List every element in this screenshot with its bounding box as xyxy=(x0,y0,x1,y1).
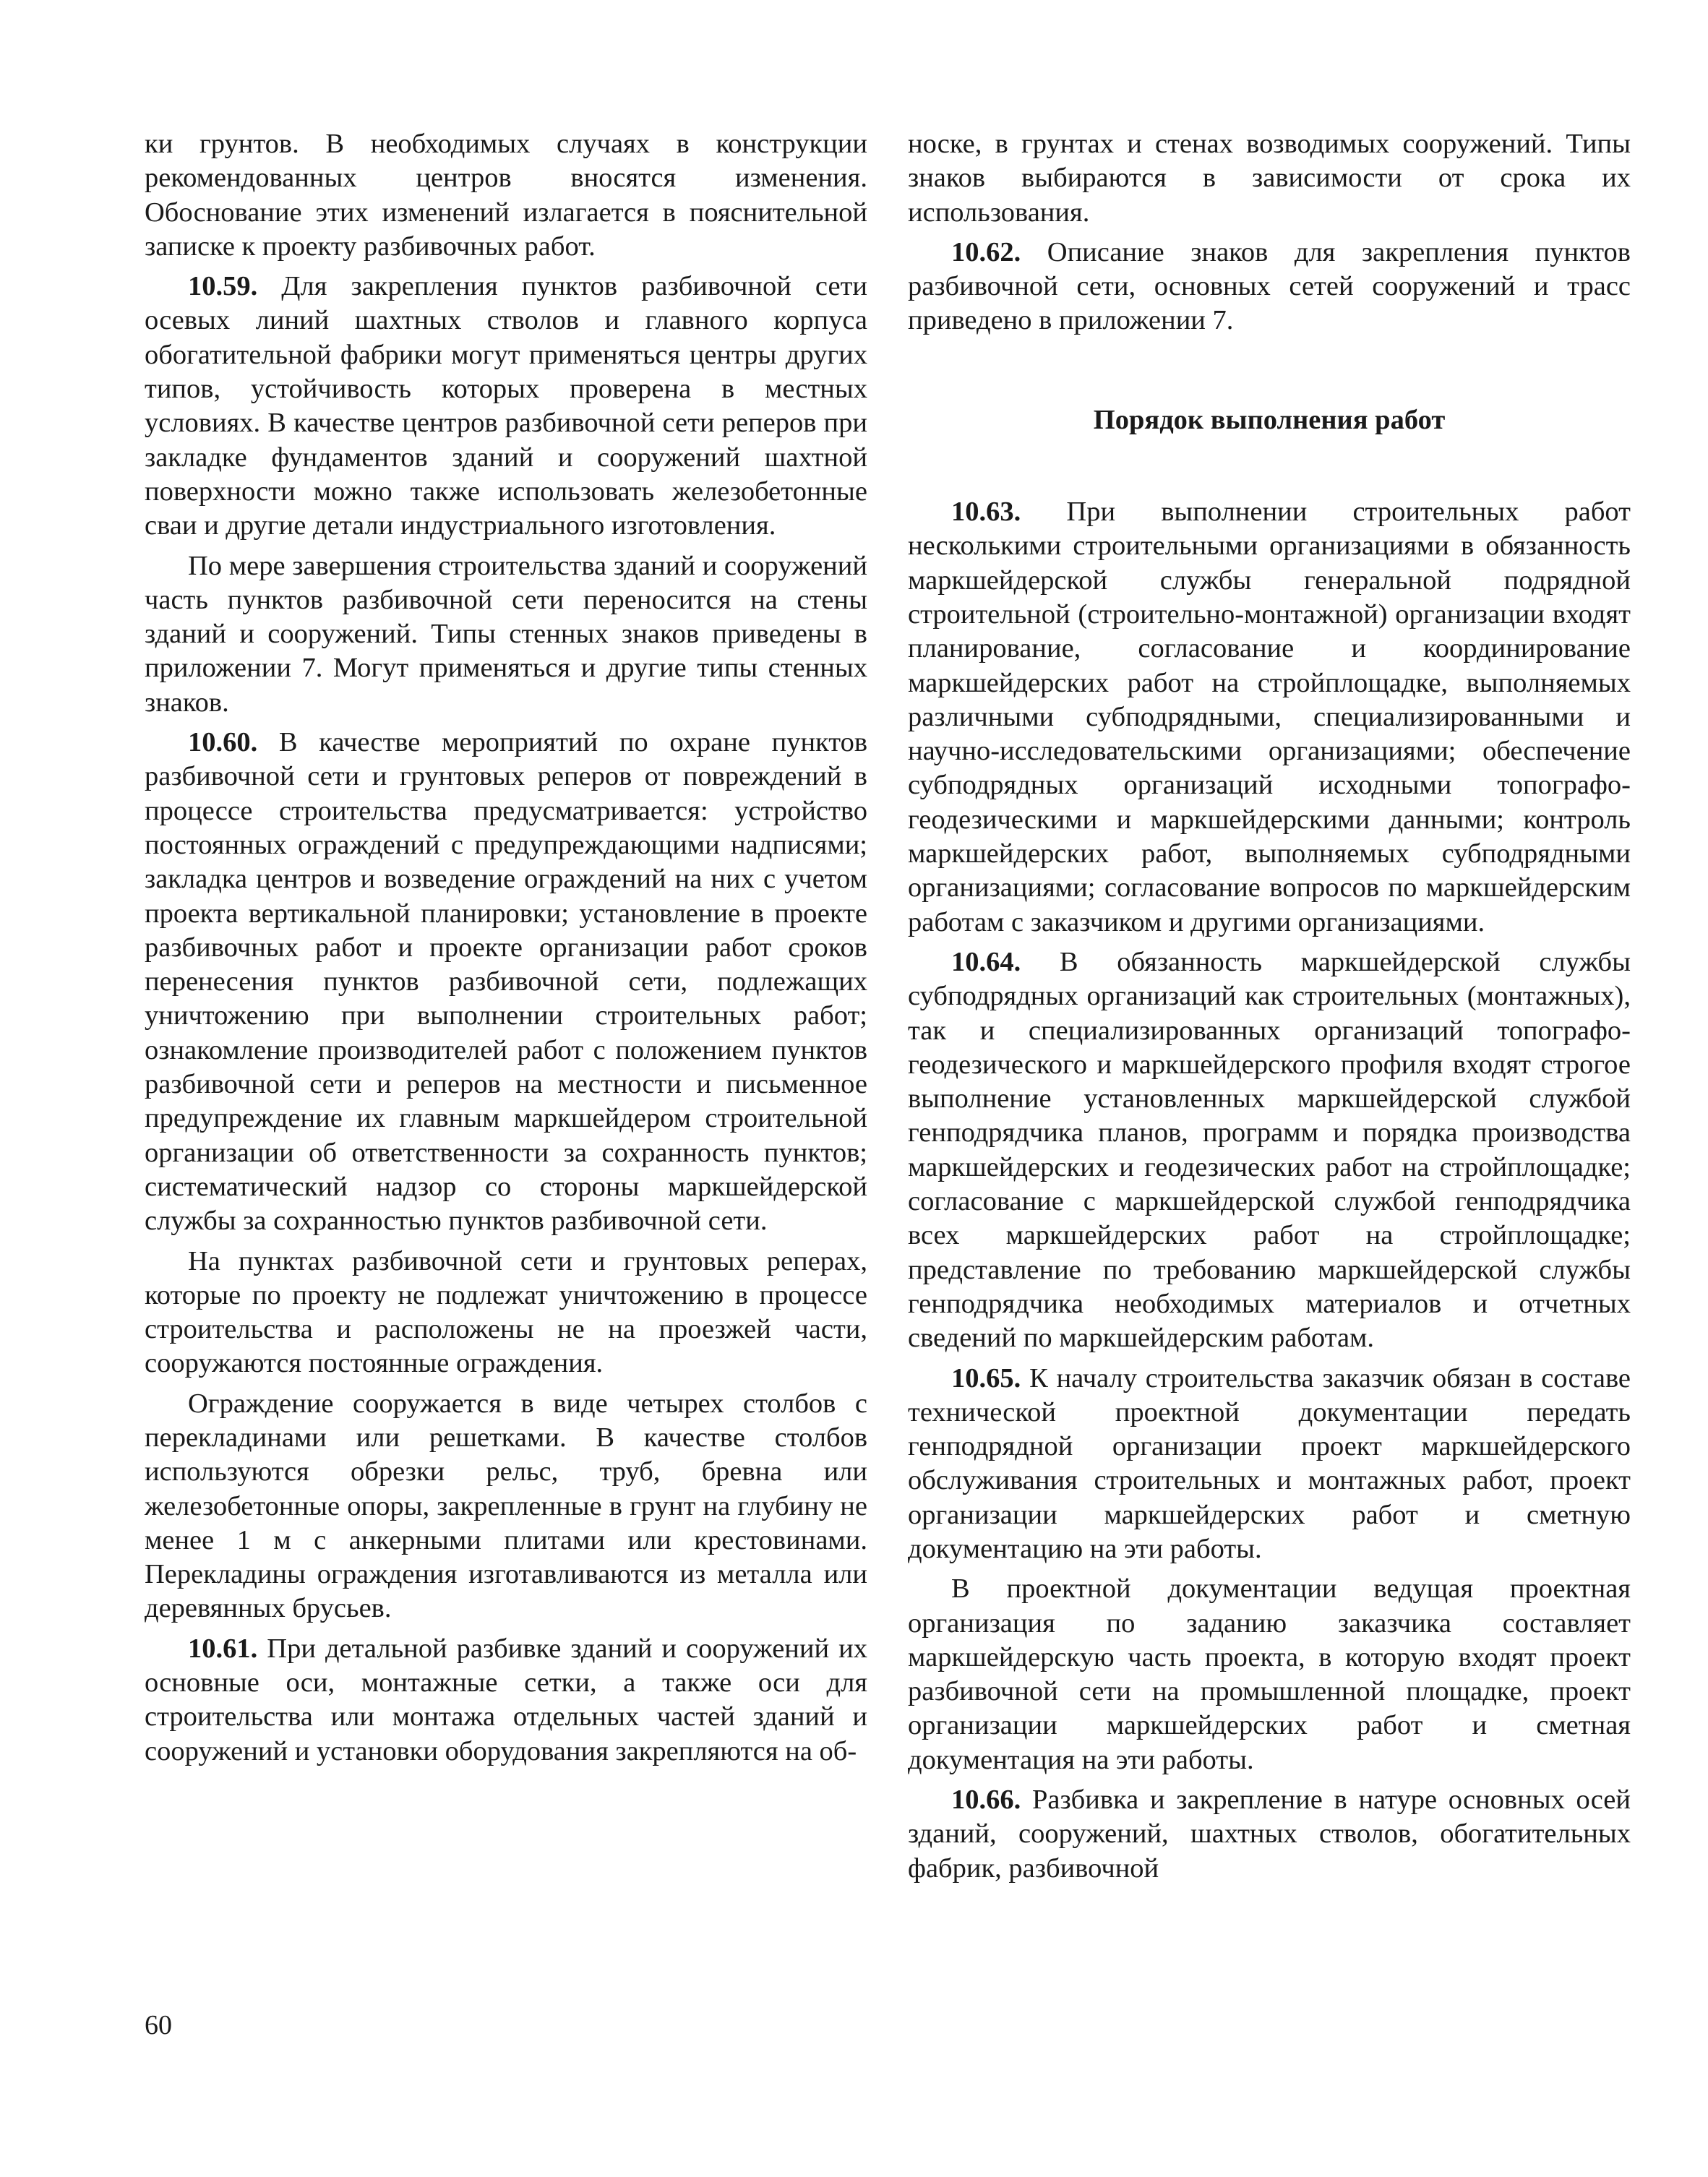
paragraph-text: В проектной документации ведущая проектная организация по заданию заказчика составляет маркшейдерскую часть проекта, в которую входят проект разбивочной сети на промышленной площадке, проект организации маркшейдерских работ и сметная документация на эти работы. xyxy=(908,1573,1631,1775)
paragraph-text: В качестве мероприятий по охране пунктов разбивочной сети и грунтовых реперов от повреждений в процессе строительства предусматривается: устройство постоянных ограждений с предупреждающими надписями; закладка центров и возведение ограждений на них с учетом проекта вертикальной планировки; установление в проекте разбивочных работ и проекте организации работ сроков перенесения пунктов разбивочной сети, подлежащих уничтожению при выполнении строительных работ; ознакомление производителей работ с положением пунктов разбивочной сети и реперов на местности и письменное предупреждение их главным маркшейдером строительной организации об ответственности за сохранность пунктов; систематический надзор со стороны маркшейдерской службы за сохранностью пунктов разбивочной сети. xyxy=(145,727,867,1237)
paragraph-text: При детальной разбивке зданий и сооружений их основные оси, монтажные сетки, а также оси для строительства или монтажа отдельных частей зданий и сооружений и установки оборудования закрепляются на об- xyxy=(145,1633,867,1766)
left-column xyxy=(145,127,867,1769)
paragraph xyxy=(145,1387,867,1626)
paragraph-text: ки грунтов. В необходимых случаях в конструкции рекомендованных центров вносятся изменения. Обоснование этих изменений излагается в пояснительной записке к проекту разбивочных работ. xyxy=(145,129,867,262)
paragraph-number: 10.59. xyxy=(188,271,258,302)
paragraph-number: 10.63. xyxy=(951,497,1021,528)
paragraph-number: 10.60. xyxy=(188,727,258,758)
paragraph-text: По мере завершения строительства зданий и сооружений часть пунктов разбивочной сети переносится на стены зданий и сооружений. Типы стенных знаков приведены в приложении 7. Могут применяться и другие типы стенных знаков. xyxy=(145,550,867,718)
paragraph xyxy=(908,495,1631,940)
right-column-top xyxy=(908,127,1631,338)
paragraph-text: К началу строительства заказчик обязан в составе технической проектной документации передать генподрядной организации проект маркшейдерского обслуживания строительных и монтажных работ, проект организации маркшейдерских работ и сметную документацию на эти работы. xyxy=(908,1362,1631,1564)
paragraph-text: носке, в грунтах и стенах возводимых сооружений. Типы знаков выбираются в зависимости от срока их использования. xyxy=(908,129,1631,228)
paragraph xyxy=(145,1245,867,1381)
paragraph-number: 10.64. xyxy=(951,946,1021,977)
paragraph-text: Разбивка и закрепление в натуре основных осей зданий, сооружений, шахтных стволов, обогатительных фабрик, разбивочной xyxy=(908,1785,1631,1884)
paragraph xyxy=(145,1632,867,1769)
paragraph xyxy=(908,236,1631,338)
paragraph-text: В обязанность маркшейдерской службы субподрядных организаций как строительных (монтажных), так и специализированных организаций топографо-геодезического и маркшейдерского профиля входят строгое выполнение установленных маркшейдерской службой генподрядчика планов, программ и порядка производства маркшейдерских и геодезических работ на стройплощадке; согласование с маркшейдерской службой генподрядчика всех маркшейдерских работ на стройплощадке; представление по требованию маркшейдерской службы генподрядчика необходимых материалов и отчетных сведений по маркшейдерским работам. xyxy=(908,946,1631,1354)
paragraph-number: 10.66. xyxy=(951,1785,1021,1816)
page-number: 60 xyxy=(145,2010,172,2040)
paragraph-text: При выполнении строительных работ несколькими строительными организациями в обязанность маркшейдерской службы генеральной подрядной строительной (строительно-монтажной) организации входят планирование, согласование и координирование маркшейдерских работ на стройплощадке, выполняемых различными субподрядными, специализированными и научно-исследовательскими организациями; обеспечение субподрядных организаций исходными топографо-геодезическими и маркшейдерскими данными; контроль маркшейдерских работ, выполняемых субподрядными организациями; согласование вопросов по маркшейдерским работам с заказчиком и другими организациями. xyxy=(908,497,1631,937)
paragraph-text: На пунктах разбивочной сети и грунтовых реперах, которые по проекту не подлежат уничтожению в процессе строительства и расположены не на проезжей части, сооружаются постоянные ограждения. xyxy=(145,1245,867,1379)
paragraph xyxy=(908,1572,1631,1777)
right-column-bottom xyxy=(908,495,1631,1886)
paragraph-number: 10.62. xyxy=(951,236,1021,267)
paragraph xyxy=(145,270,867,543)
paragraph xyxy=(908,945,1631,1356)
paragraph-text: Для закрепления пунктов разбивочной сети осевых линий шахтных стволов и главного корпуса обогатительной фабрики могут применяться центры других типов, устойчивость которых проверена в местных условиях. В качестве центров разбивочной сети реперов при закладке фундаментов зданий и сооружений шахтной поверхности можно также использовать железобетонные сваи и другие детали индустриального изготовления. xyxy=(145,271,867,541)
paragraph xyxy=(145,127,867,264)
paragraph xyxy=(145,726,867,1238)
paragraph xyxy=(145,549,867,720)
paragraph-text: Описание знаков для закрепления пунктов разбивочной сети, основных сетей сооружений и трасс приведено в приложении 7. xyxy=(908,236,1631,336)
paragraph xyxy=(908,127,1631,230)
paragraph xyxy=(908,1783,1631,1886)
paragraph-text: Ограждение сооружается в виде четырех столбов с перекладинами или решетками. В качестве столбов используются обрезки рельс, труб, бревна или железобетонные опоры, закрепленные в грунт на глубину не менее 1 м с анкерными плитами или крестовинами. Перекладины ограждения изготавливаются из металла или деревянных брусьев. xyxy=(145,1388,867,1624)
right-column xyxy=(908,127,1631,1886)
paragraph-number: 10.65. xyxy=(951,1362,1021,1394)
paragraph-number: 10.61. xyxy=(188,1633,258,1664)
section-heading: Порядок выполнения работ xyxy=(1093,404,1446,435)
paragraph xyxy=(908,1362,1631,1567)
